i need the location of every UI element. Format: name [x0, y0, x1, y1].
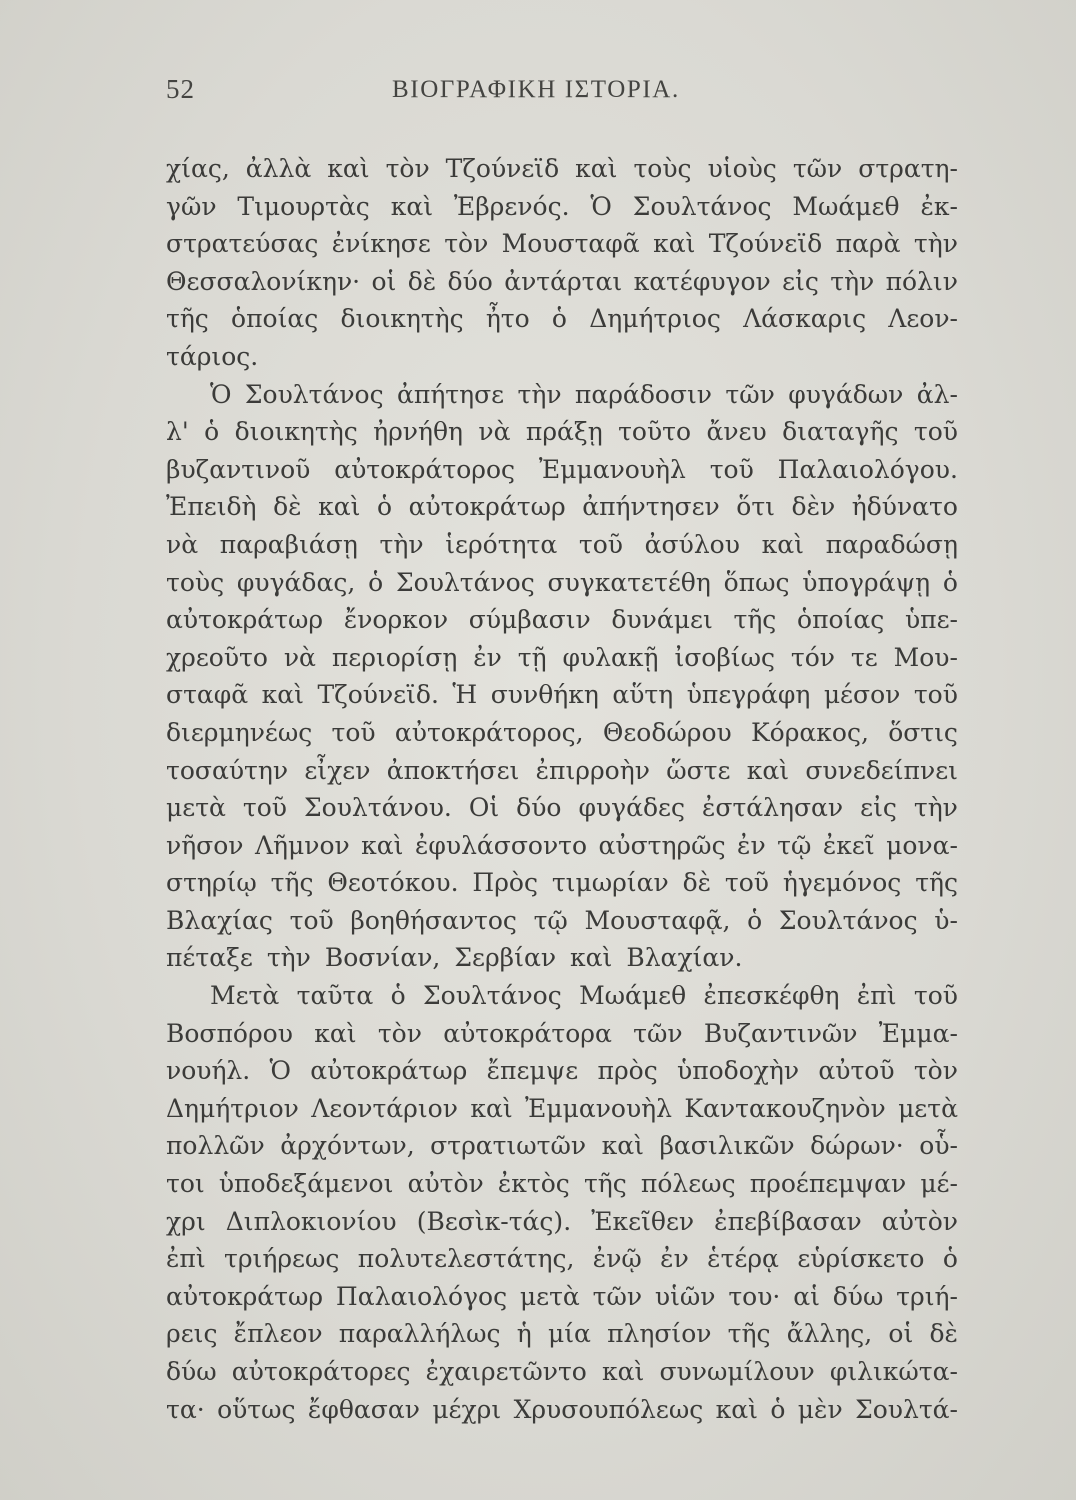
text-line: Μετὰ ταῦτα ὁ Σουλτάνος Μωάμεθ ἐπεσκέφθη ἐπὶ τοῦ	[210, 981, 958, 1011]
text-line: Βοσπόρου καὶ τὸν αὐτοκράτορα τῶν Βυζαντινῶν Ἐμμα-	[166, 1018, 958, 1048]
body-text	[166, 150, 958, 1428]
text-line: Ἐπειδὴ δὲ καὶ ὁ αὐτοκράτωρ ἀπήντησεν ὅτι δὲν ἠδύνατο	[166, 492, 958, 522]
page-number: 52	[166, 74, 195, 104]
text-line: αὐτοκράτωρ Παλαιολόγος μετὰ τῶν υἱῶν του· αἱ δύω τριή-	[166, 1281, 958, 1311]
text-line: τα· οὕτως ἔφθασαν μέχρι Χρυσουπόλεως καὶ ὁ μὲν Σουλτά-	[166, 1394, 958, 1424]
text-line: Ὁ Σουλτάνος ἀπήτησε τὴν παράδοσιν τῶν φυγάδων ἀλ-	[210, 379, 958, 409]
text-line: τοὺς φυγάδας, ὁ Σουλτάνος συγκατετέθη ὅπως ὑπογράψῃ ὁ	[166, 567, 958, 597]
text-line: χρι Διπλοκιονίου (Βεσὶκ-τάς). Ἐκεῖθεν ἐπεβίβασαν αὐτὸν	[166, 1206, 958, 1236]
text-line: νὰ παραβιάσῃ τὴν ἱερότητα τοῦ ἀσύλου καὶ παραδώσῃ	[166, 529, 958, 559]
text-line: Θεσσαλονίκην· οἱ δὲ δύο ἀντάρται κατέφυγον εἰς τὴν πόλιν	[166, 266, 958, 296]
text-line: τῆς ὁποίας διοικητὴς ἦτο ὁ Δημήτριος Λάσκαρις Λεον-	[166, 304, 958, 334]
text-line: νῆσον Λῆμνον καὶ ἐφυλάσσοντο αὐστηρῶς ἐν τῷ ἐκεῖ μονα-	[166, 830, 958, 860]
text-line: τάριος.	[166, 341, 259, 371]
text-line: τοσαύτην εἶχεν ἀποκτήσει ἐπιρροὴν ὥστε καὶ συνεδείπνει	[166, 755, 958, 785]
text-line: ρεις ἔπλεον παραλλήλως ἡ μία πλησίον τῆς ἄλλης, οἱ δὲ	[166, 1319, 958, 1349]
text-line: ἐπὶ τριήρεως πολυτελεστάτης, ἐνῷ ἐν ἑτέρᾳ εὑρίσκετο ὁ	[166, 1244, 958, 1274]
text-line: λ' ὁ διοικητὴς ἠρνήθη νὰ πράξῃ τοῦτο ἄνευ διαταγῆς τοῦ	[166, 417, 958, 447]
page-header	[166, 74, 958, 114]
running-title: ΒΙΟΓΡΑΦΙΚΗ ΙΣΤΟΡΙΑ.	[392, 76, 680, 103]
text-line: Δημήτριον Λεοντάριον καὶ Ἐμμανουὴλ Καντακουζηνὸν μετὰ	[166, 1093, 958, 1123]
text-line: Βλαχίας τοῦ βοηθήσαντος τῷ Μουσταφᾷ, ὁ Σουλτάνος ὑ-	[166, 905, 958, 935]
text-line: στρατεύσας ἐνίκησε τὸν Μουσταφᾶ καὶ Τζούνεϊδ παρὰ τὴν	[166, 229, 958, 259]
text-line: πολλῶν ἀρχόντων, στρατιωτῶν καὶ βασιλικῶν δώρων· οὗ-	[166, 1131, 958, 1161]
text-line: χρεοῦτο νὰ περιορίσῃ ἐν τῇ φυλακῇ ἰσοβίως τόν τε Μου-	[166, 642, 958, 672]
text-line: σταφᾶ καὶ Τζούνεϊδ. Ἡ συνθήκη αὕτη ὑπεγράφη μέσον τοῦ	[166, 680, 958, 710]
text-line: χίας, ἀλλὰ καὶ τὸν Τζούνεϊδ καὶ τοὺς υἱοὺς τῶν στρατη-	[166, 154, 958, 183]
text-line: αὐτοκράτωρ ἔνορκον σύμβασιν δυνάμει τῆς ὁποίας ὑπε-	[166, 605, 958, 635]
text-line: γῶν Τιμουρτὰς καὶ Ἐβρενός. Ὁ Σουλτάνος Μωάμεθ ἐκ-	[166, 191, 958, 221]
text-line: νουήλ. Ὁ αὐτοκράτωρ ἔπεμψε πρὸς ὑποδοχὴν αὐτοῦ τὸν	[166, 1056, 958, 1086]
text-line: δύω αὐτοκράτορες ἐχαιρετῶντο καὶ συνωμίλουν φιλικώτα-	[166, 1357, 958, 1386]
text-line: βυζαντινοῦ αὐτοκράτορος Ἐμμανουὴλ τοῦ Παλαιολόγου.	[166, 454, 958, 484]
text-line: πέταξε τὴν Βοσνίαν, Σερβίαν καὶ Βλαχίαν.	[166, 943, 743, 973]
text-line: στηρίῳ τῆς Θεοτόκου. Πρὸς τιμωρίαν δὲ τοῦ ἡγεμόνος τῆς	[166, 868, 958, 898]
text-line: μετὰ τοῦ Σουλτάνου. Οἱ δύο φυγάδες ἐστάλησαν εἰς τὴν	[166, 793, 958, 823]
text-line: τοι ὑποδεξάμενοι αὐτὸν ἐκτὸς τῆς πόλεως προέπεμψαν μέ-	[166, 1169, 958, 1199]
text-line: διερμηνέως τοῦ αὐτοκράτορος, Θεοδώρου Κόρακος, ὅστις	[166, 717, 958, 747]
